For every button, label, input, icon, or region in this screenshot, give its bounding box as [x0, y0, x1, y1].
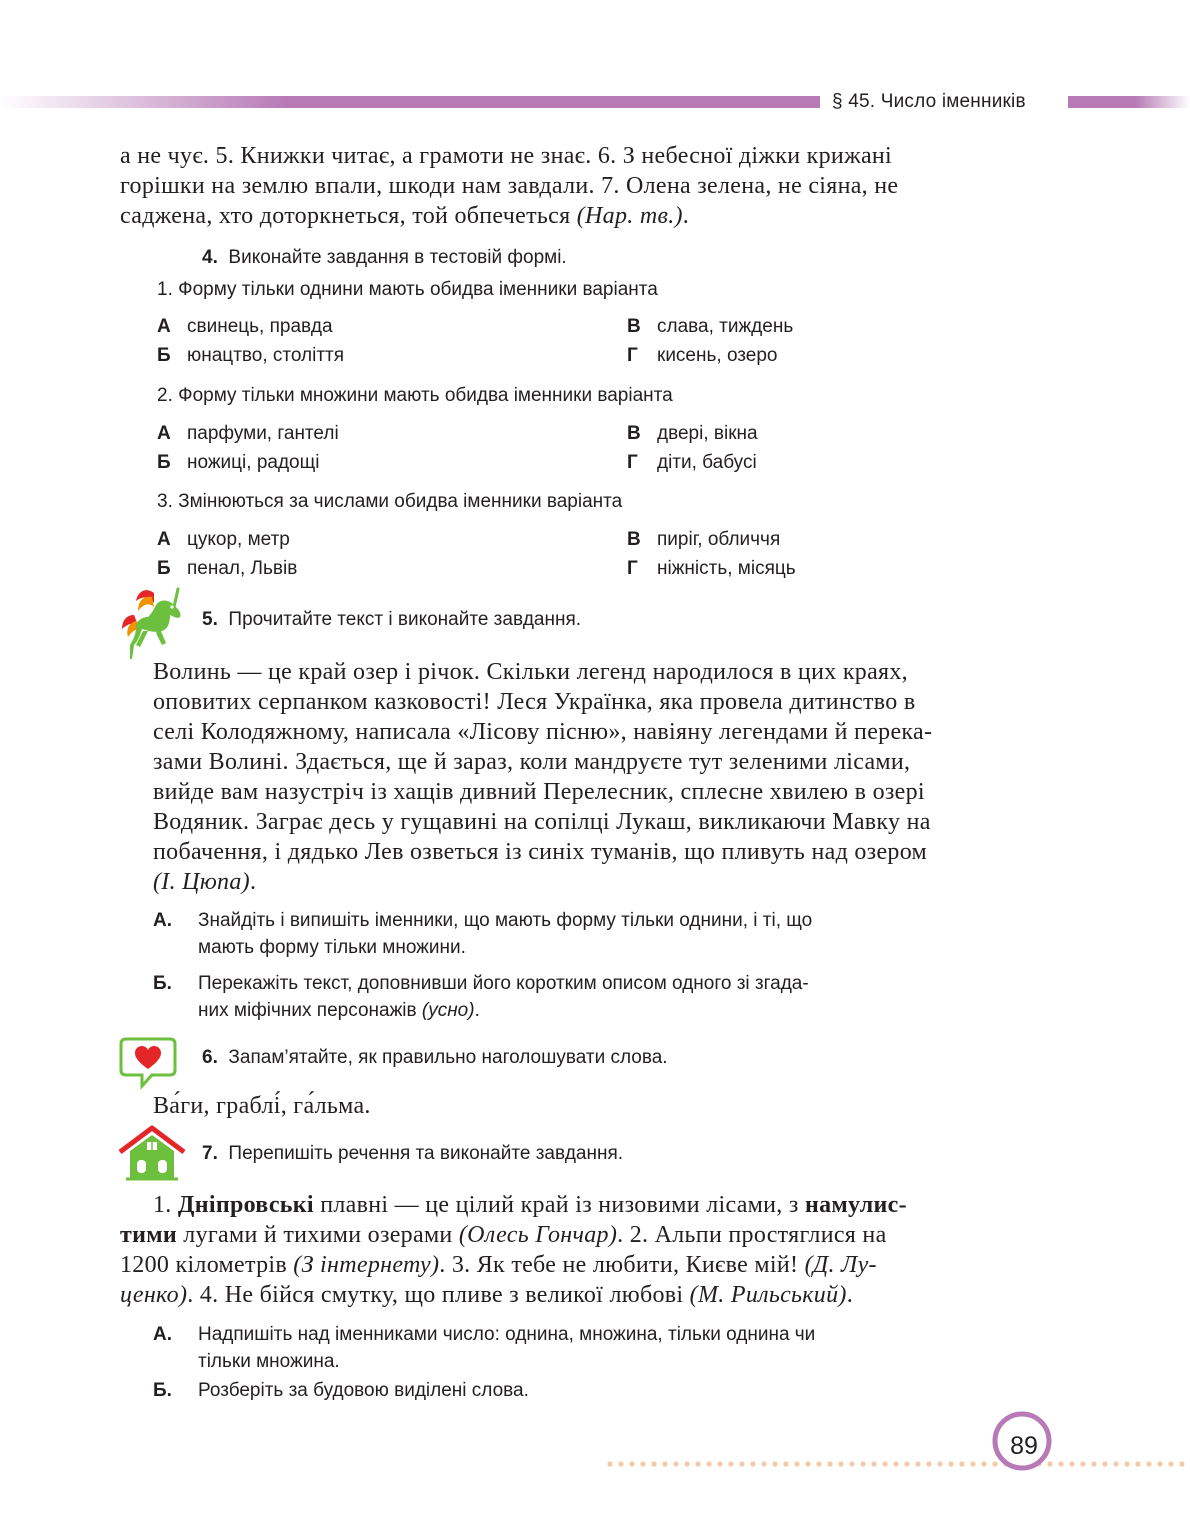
header-bar-right: [1068, 96, 1190, 108]
heart-speech-icon: [118, 1036, 178, 1090]
option-b: Б юнацтво, століття: [157, 345, 345, 366]
task-number: 5.: [202, 609, 218, 630]
option-a: А парфуми, гантелі: [157, 423, 339, 444]
source-citation: (Олесь Гончар): [458, 1222, 618, 1248]
text-line: побачення, і дядько Лев озветься із синіх туманів, що пливуть над озером: [153, 839, 928, 865]
task-5-sub-b: Б. Перекажіть текст, доповнивши його коротким описом одного зі згада- них міфічних персонажів (усно).: [153, 973, 809, 1021]
question-1: 1. Форму тільки однини мають обидва іменники варіанта: [157, 279, 658, 300]
text-line: тими лугами й тихими озерами (Олесь Гончар). 2. Альпи простяглися на: [120, 1222, 887, 1248]
footer-dots: [605, 1459, 1190, 1469]
task-number: 6.: [202, 1047, 218, 1068]
highlighted-word: намулис-: [804, 1192, 907, 1218]
option-g: Г діти, бабусі: [627, 452, 757, 473]
text-line: зами Волині. Здається, ще й зараз, коли мандруєте тут зеленими лісами,: [153, 749, 911, 775]
task-number: 4.: [202, 247, 218, 268]
highlighted-word: Дніпровські: [177, 1192, 314, 1218]
text-line: ценко). 4. Не бійся смутку, що пливе з великої любові (М. Рильський).: [120, 1282, 854, 1308]
intro-line: горішки на землю впали, шкоди нам завдали. 7. Олена зелена, не сіяна, не: [120, 173, 899, 199]
text-line: вийде вам назустріч із хащів дивний Перелесник, сплесне хвилею в озері: [153, 779, 925, 805]
task-text: Перепишіть речення та виконайте завдання.: [228, 1143, 624, 1164]
option-g: Г ніжність, місяць: [627, 558, 796, 579]
text-line: 1. Дніпровські плавні — це цілий край із низовими лісами, з намулис-: [153, 1192, 907, 1218]
option-v: В пиріг, обличчя: [627, 529, 781, 550]
question-2: 2. Форму тільки множини мають обидва іменники варіанта: [157, 385, 673, 406]
task-5-heading: [202, 606, 581, 633]
option-v: В двері, вікна: [627, 423, 758, 444]
task-text: Запам’ятайте, як правильно наголошувати слова.: [228, 1047, 668, 1068]
reading-text: [153, 657, 1049, 897]
task-6-heading: [202, 1044, 668, 1071]
text-line: Водяник. Заграє десь у гущавині на сопілці Лукаш, викликаючи Мавку на: [153, 809, 931, 835]
text-line: селі Колодяжному, написала «Лісову пісню», навіяну легендами й перека-: [153, 719, 933, 745]
question-3: 3. Змінюються за числами обидва іменники варіанта: [157, 491, 623, 512]
stress-words: Ва́ги, граблі́, га́льма.: [153, 1093, 371, 1119]
task-7-heading: [202, 1140, 623, 1167]
option-b: Б ножиці, радощі: [157, 452, 320, 473]
option-a: А цукор, метр: [157, 529, 290, 550]
option-v: В слава, тиждень: [627, 316, 794, 337]
task-7-sub-a: А. Надпишіть над іменниками число: однина, множина, тільки однина чи тільки множина.: [153, 1324, 816, 1372]
page-number: 89: [1010, 1432, 1038, 1460]
option-b: Б пенал, Львів: [157, 558, 298, 579]
option-g: Г кисень, озеро: [627, 345, 778, 366]
task-5-sub-a: А. Знайдіть і випишіть іменники, що мають форму тільки однини, і ті, що мають форму тільки множини.: [153, 910, 813, 958]
text-line: оповитих серпанком казковості! Леся Українка, яка провела дитинство в: [153, 689, 916, 715]
section-title: § 45. Число іменників: [832, 91, 1026, 112]
source-citation: (Нар. тв.): [576, 203, 683, 229]
task-text: Виконайте завдання в тестовій формі.: [228, 247, 567, 268]
source-citation: (І. Цюпа): [153, 869, 250, 895]
source-citation: (М. Рильський): [689, 1282, 847, 1308]
task-number: 7.: [202, 1143, 218, 1164]
sentences-text: [120, 1190, 1050, 1310]
intro-line: а не чує. 5. Книжки читає, а грамоти не знає. 6. З небесної діжки крижані: [120, 143, 893, 169]
task-7-sub-b: Б. Розберіть за будовою виділені слова.: [153, 1380, 529, 1401]
intro-paragraph: [120, 141, 1050, 231]
intro-line: саджена, хто доторкнеться, той обпечеться (Нар. тв.).: [120, 203, 690, 229]
header-bar-left: [0, 96, 820, 108]
text-line: Волинь — це край озер і річок. Скільки легенд народилося в цих краях,: [153, 659, 908, 685]
task-text: Прочитайте текст і виконайте завдання.: [228, 609, 582, 630]
house-icon: [118, 1124, 186, 1182]
option-a: А свинець, правда: [157, 316, 333, 337]
text-line: (І. Цюпа).: [153, 869, 257, 895]
text-line: 1200 кілометрів (З інтернету). 3. Як тебе не любити, Києве мій! (Д. Лу-: [120, 1252, 877, 1278]
source-citation: (З інтернету): [293, 1252, 440, 1278]
task-4-heading: [202, 244, 567, 271]
